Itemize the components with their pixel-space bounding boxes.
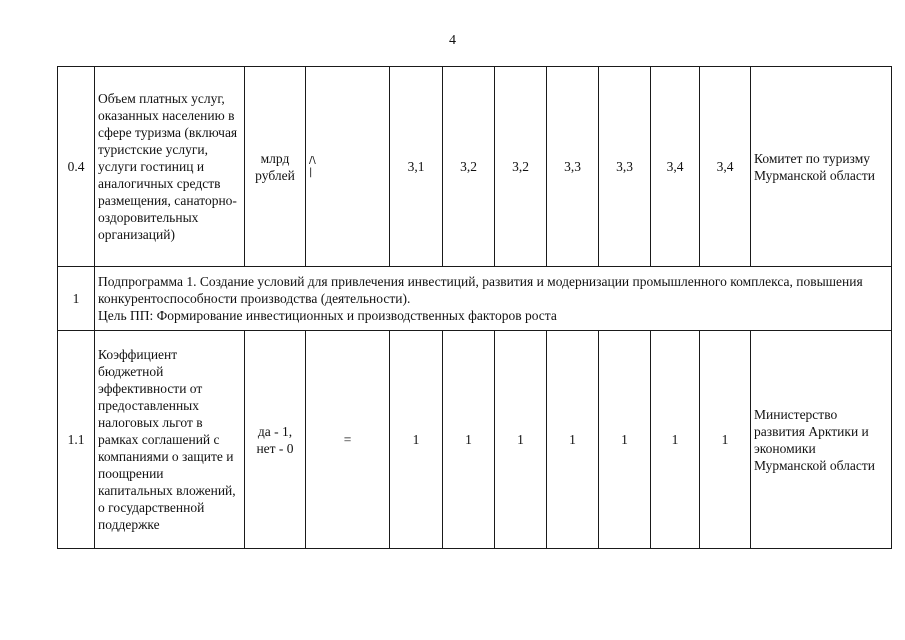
trend-mark-bottom: | [309,166,313,178]
value-cell: 3,4 [651,67,700,267]
value-cell: 1 [443,331,495,549]
value-cell: 1 [599,331,651,549]
subprogram-cell [95,267,892,331]
value-cell: 3,2 [495,67,547,267]
value-cell: 3,2 [443,67,495,267]
responsible-cell: Комитет по туризму Мурманской области [751,67,892,267]
row-number: 0.4 [58,67,95,267]
value-cell: 3,4 [700,67,751,267]
table-row [58,267,892,331]
subprogram-title: Подпрограмма 1. Создание условий для привлечения инвестиций, развития и модернизации промышленного комплекса, повышения конкурентоспособности производства (деятельности). [98,274,863,306]
indicator-name: Коэффициент бюджетной эффективности от предоставленных налоговых льгот в рамках соглашений с компаниями о защите и поощрении капитальных вложений, о государственной поддержке [95,331,245,549]
value-cell: 1 [700,331,751,549]
row-number: 1 [58,267,95,331]
responsible-cell: Министерство развития Арктики и экономики Мурманской области [751,331,892,549]
table-row [58,331,892,549]
value-cell: 3,3 [547,67,599,267]
value-cell: 3,1 [390,67,443,267]
value-cell: 1 [495,331,547,549]
trend-mark-top: /\ [309,154,316,166]
page-number: 4 [449,33,456,48]
value-cell: 3,3 [599,67,651,267]
indicator-name: Объем платных услуг, оказанных населению в сфере туризма (включая туристские услуги, услуги гостиниц и аналогичных средств размещения, санаторно-оздоровительных организаций) [95,67,245,267]
value-cell: 1 [547,331,599,549]
trend-cell: = [306,331,390,549]
unit-cell: да - 1, нет - 0 [245,331,306,549]
value-cell: 1 [390,331,443,549]
value-cell: 1 [651,331,700,549]
trend-arrow-icon [309,155,386,179]
unit-cell: млрд рублей [245,67,306,267]
table-row [58,67,892,267]
indicators-table [57,66,892,549]
subprogram-goal: Цель ПП: Формирование инвестиционных и производственных факторов роста [98,308,557,323]
row-number: 1.1 [58,331,95,549]
trend-cell [306,67,390,267]
